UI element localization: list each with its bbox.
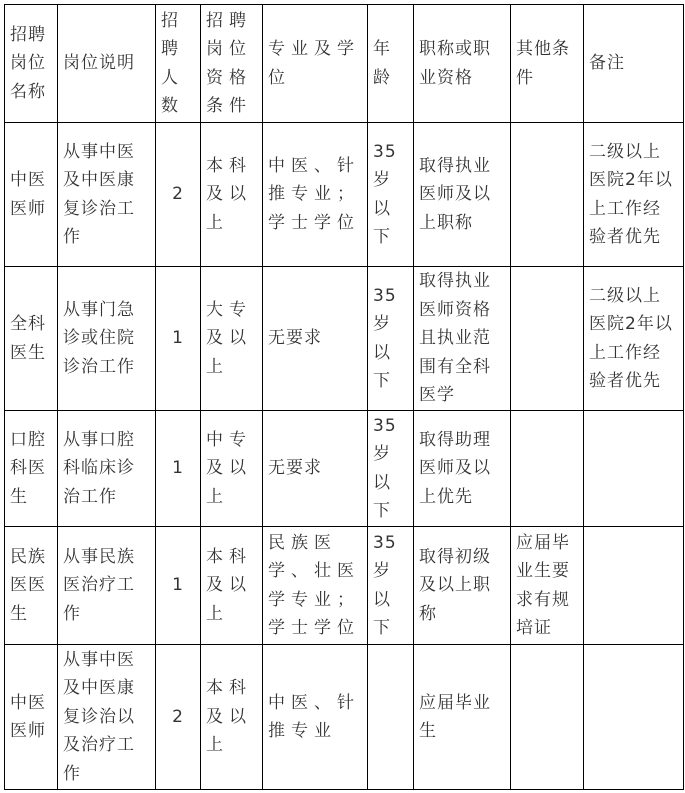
cell-major-degree: 无要求	[263, 267, 368, 411]
recruitment-table	[4, 4, 684, 790]
cell-position-name: 中医医师	[5, 123, 58, 267]
cell-other-conditions	[511, 267, 584, 411]
cell-age	[368, 645, 414, 790]
table-row	[5, 123, 684, 267]
table-header-row	[5, 5, 684, 123]
table-row	[5, 527, 684, 645]
cell-education: 本科及以上	[201, 527, 263, 645]
cell-position-name: 口腔科医生	[5, 411, 58, 527]
cell-title-qualification: 取得助理医师及以上优先	[414, 411, 511, 527]
cell-major-degree: 无要求	[263, 411, 368, 527]
cell-description: 从事中医及中医康复诊治以及治疗工作	[58, 645, 156, 790]
cell-major-degree: 中医、针推专业	[263, 645, 368, 790]
cell-other-conditions	[511, 411, 584, 527]
cell-position-name: 中医医师	[5, 645, 58, 790]
cell-remarks	[584, 645, 684, 790]
cell-education: 中专及以上	[201, 411, 263, 527]
cell-headcount: 2	[156, 645, 201, 790]
cell-age: 35岁以下	[368, 411, 414, 527]
header-age: 年龄	[368, 5, 414, 123]
table-row	[5, 411, 684, 527]
cell-age: 35岁以下	[368, 267, 414, 411]
cell-title-qualification: 取得执业医师及以上职称	[414, 123, 511, 267]
cell-description: 从事中医及中医康复诊治工作	[58, 123, 156, 267]
cell-remarks	[584, 527, 684, 645]
cell-description: 从事口腔科临床诊治工作	[58, 411, 156, 527]
cell-position-name: 民族医医生	[5, 527, 58, 645]
cell-other-conditions	[511, 645, 584, 790]
cell-major-degree: 中医、针推专业；学士学位	[263, 123, 368, 267]
cell-education: 大专及以上	[201, 267, 263, 411]
header-title-qualification: 职称或职业资格	[414, 5, 511, 123]
header-headcount: 招聘人数	[156, 5, 201, 123]
cell-education: 本科及以上	[201, 645, 263, 790]
cell-age: 35岁以下	[368, 123, 414, 267]
table-row	[5, 645, 684, 790]
cell-major-degree: 民族医学、壮医学专业；学士学位	[263, 527, 368, 645]
cell-title-qualification: 取得执业医师资格且执业范围有全科医学	[414, 267, 511, 411]
cell-headcount: 2	[156, 123, 201, 267]
cell-remarks	[584, 411, 684, 527]
cell-remarks: 二级以上医院2年以上工作经验者优先	[584, 123, 684, 267]
cell-title-qualification: 取得初级及以上职称	[414, 527, 511, 645]
header-other-conditions: 其他条件	[511, 5, 584, 123]
cell-age: 35岁以下	[368, 527, 414, 645]
table-row	[5, 267, 684, 411]
cell-remarks: 二级以上医院2年以上工作经验者优先	[584, 267, 684, 411]
cell-description: 从事民族医治疗工作	[58, 527, 156, 645]
cell-headcount: 1	[156, 411, 201, 527]
cell-headcount: 1	[156, 267, 201, 411]
header-qualification-conditions: 招聘岗位资格条件	[201, 5, 263, 123]
header-major-degree: 专业及学位	[263, 5, 368, 123]
cell-position-name: 全科医生	[5, 267, 58, 411]
header-remarks: 备注	[584, 5, 684, 123]
cell-headcount: 1	[156, 527, 201, 645]
header-position-name: 招聘岗位名称	[5, 5, 58, 123]
cell-other-conditions	[511, 123, 584, 267]
header-position-description: 岗位说明	[58, 5, 156, 123]
cell-other-conditions: 应届毕业生要求有规培证	[511, 527, 584, 645]
cell-title-qualification: 应届毕业生	[414, 645, 511, 790]
cell-description: 从事门急诊或住院诊治工作	[58, 267, 156, 411]
cell-education: 本科及以上	[201, 123, 263, 267]
